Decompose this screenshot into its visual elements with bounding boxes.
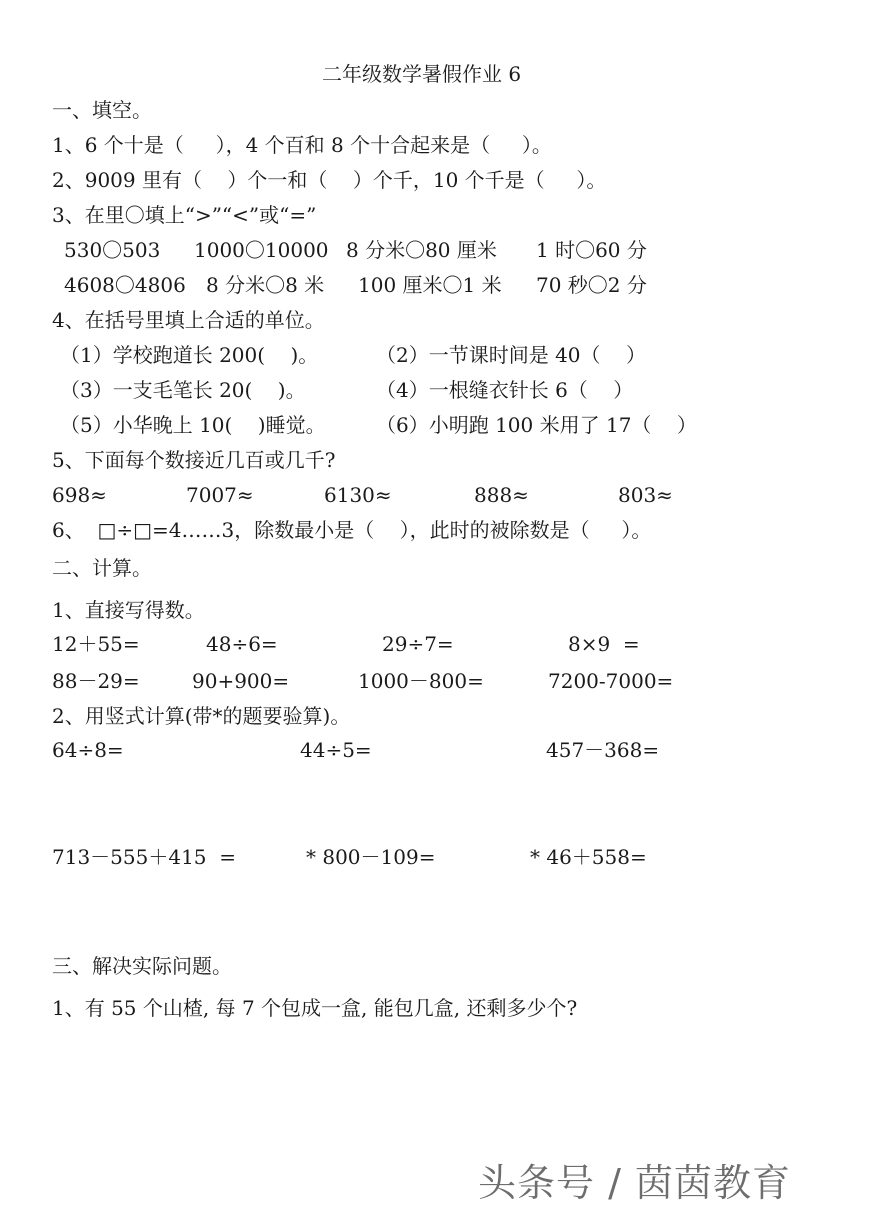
approx-item: 698≈ [52,483,107,507]
unit-item: （4）一根缝衣针长 6（ ） [376,378,634,402]
calc-item: 90+900= [192,669,290,693]
question-1-2: 2、9009 里有（ ）个一和（ ）个千，10 个千是（ ）。 [52,168,607,192]
calc-item: 7200-7000= [548,669,674,693]
compare-item: 1000〇10000 [194,238,329,262]
question-3-1: 1、有 55 个山楂, 每 7 个包成一盒, 能包几盒, 还剩多少个? [52,996,578,1020]
unit-item: （2）一节课时间是 40（ ） [376,343,646,367]
calc-item: 88－29= [52,669,140,693]
question-1-3: 3、在里〇填上“>”“<”或“=” [52,203,317,227]
unit-item: （5）小华晚上 10( )睡觉。 [60,413,326,437]
vertical-calc-item: 457－368= [546,738,660,762]
calc-item: 12＋55= [52,632,140,656]
section1-heading: 一、填空。 [52,98,152,122]
compare-item: 70 秒〇2 分 [536,273,647,297]
compare-item: 4608〇4806 [64,273,186,297]
question-1-4: 4、在括号里填上合适的单位。 [52,308,325,332]
question-1-5: 5、下面每个数接近几百或几千? [52,448,336,472]
compare-item: 530〇503 [64,238,161,262]
calc-item: 1000－800= [358,669,484,693]
unit-item: （3）一支毛笔长 20( )。 [60,378,306,402]
vertical-calc-item: 44÷5= [300,738,372,762]
calc-item: 8×9 = [568,632,640,656]
vertical-calc-item: * 800－109= [306,845,436,869]
vertical-calc-item: 64÷8= [52,738,124,762]
compare-item: 1 时〇60 分 [536,238,647,262]
section2-heading: 二、计算。 [52,556,152,580]
compare-item: 8 分米〇8 米 [206,273,325,297]
watermark: 头条号 / 茵茵教育 [478,1161,791,1205]
compare-item: 100 厘米〇1 米 [358,273,502,297]
calc-item: 48÷6= [206,632,278,656]
unit-item: （1）学校跑道长 200( )。 [60,343,319,367]
question-2-1: 1、直接写得数。 [52,598,205,622]
page-title: 二年级数学暑假作业 6 [322,62,522,86]
unit-item: （6）小明跑 100 米用了 17（ ） [376,413,697,437]
approx-item: 803≈ [618,483,673,507]
calc-item: 29÷7= [382,632,454,656]
vertical-calc-item: * 46＋558= [530,845,647,869]
section3-heading: 三、解决实际问题。 [52,954,232,978]
approx-item: 888≈ [474,483,529,507]
vertical-calc-item: 713－555＋415 = [52,845,236,869]
approx-item: 6130≈ [324,483,392,507]
question-1-6: 6、 □÷□=4……3，除数最小是（ ），此时的被除数是（ ）。 [52,518,652,542]
approx-item: 7007≈ [186,483,254,507]
question-1-1: 1、6 个十是（ ），4 个百和 8 个十合起来是（ ）。 [52,133,552,157]
question-2-2: 2、用竖式计算(带*的题要验算)。 [52,704,351,728]
compare-item: 8 分米〇80 厘米 [346,238,497,262]
